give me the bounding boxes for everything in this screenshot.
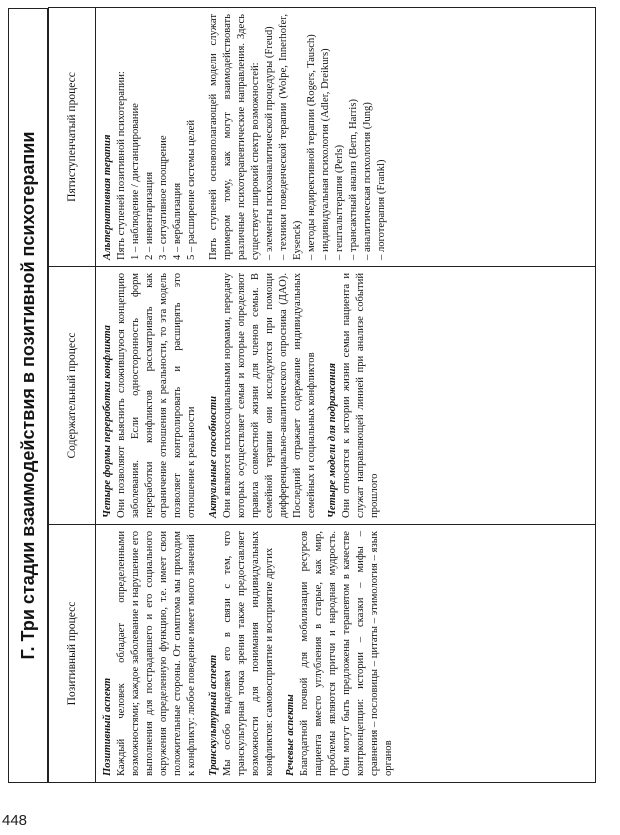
section-text: Мы особо выделяем его в связи с тем, что транскультурная точка зрения также предоставляет возможности для понимания индивидуальных конфликтов: самовосприятие и восприятие других [221, 531, 275, 776]
section-heading: Четыре формы переработки конфликта [102, 325, 113, 518]
list-item: – методы недирективной терапии (Rogers, Tausch) [306, 34, 318, 260]
section [207, 531, 277, 776]
list-item: – элементы психоаналитической процедуры (Freud) [263, 26, 275, 260]
section-heading: Речевые аспекты [284, 694, 296, 776]
section [284, 531, 397, 776]
five-stage-process-cell [96, 8, 596, 267]
page-number: 448 [2, 812, 28, 829]
section-heading: Позитивный аспект [102, 677, 113, 776]
section-text: Они относятся к истории жизни семьи пациента и служат направляющей линией при анализе событий прошлого [341, 273, 381, 518]
list-item: – логотерапия (Frankl) [376, 159, 388, 260]
list-item: 1 – наблюдение / дистанцирование [130, 103, 142, 260]
section-text: Пять ступеней позитивной психотерапии: [116, 71, 128, 260]
section-heading: Актуальные способности [207, 395, 219, 518]
column-header: Позитивный процесс [49, 525, 96, 783]
rotated-page [8, 8, 596, 783]
table-header-row [49, 8, 96, 783]
page-title: Г. Три стадии взаимодействия в позитивной психотерапии [8, 8, 48, 783]
list-item: 5 – расширение системы целей [186, 119, 198, 260]
column-header: Пятиступенчатый процесс [49, 8, 96, 267]
section-text: Каждый человек обладает определенными возможностями; каждое заболевание и нарушение его выполнения для пострадавшего и его социального окружения определенную функцию, т.е. имеет свои положительные стороны. От симптома мы приходим к конфликту: любое поведение имеет много значений [116, 531, 198, 776]
list-item: 3 – ситуативное поощрение [158, 135, 170, 260]
section-text: Они являются психосоциальными нормами, передачу которых осуществляет семья и которые определяют правила совместной жизни для членов семьи. В семейной терапии они исследуются при помощи дифференциально-аналитического опросника (ДАО). Последний отражает содержание индивидуальных семейных и социальных конфликтов [221, 273, 318, 518]
list-item: – аналитическая психология (Jung) [362, 102, 374, 260]
section [326, 273, 382, 518]
positive-process-cell [96, 525, 596, 783]
list-item: 2 – инвентаризация [144, 171, 156, 260]
section [101, 531, 200, 776]
list-item: – индивидуальная психология (Adler, Dreikurs) [320, 48, 332, 260]
list-item: – техники поведенческой терапии (Wolpe, Innerhofer, Eysenck) [277, 14, 304, 260]
column-header: Содержательный процесс [49, 267, 96, 525]
section-text: Благодатной почвой для мобилизации ресурсов пациента вместо углубления в старые, как мир, проблемы являются притчи и народная мудрость. Они могут быть предложены терапевтом в качестве контрконцепции: истории – сказки – мифы – сравнения – пословицы – цитаты – этимология – язык органов [299, 531, 395, 776]
section-heading: Альтернативная терапия [102, 134, 113, 260]
content-process-cell [96, 267, 596, 525]
interaction-stages-table [48, 7, 596, 783]
section [101, 14, 200, 260]
section [101, 273, 200, 518]
section-text: Они позволяют выяснить сложившуюся концепцию заболевания. Если односторонность форм переработки конфликтов рассматривать как ограничение отношения к реальности, то эта модель позволяет контролировать и расширять это отношение к реальности [116, 273, 198, 518]
section-heading: Транскультурный аспект [207, 654, 219, 776]
section [207, 14, 390, 260]
list-item: – гештальттерапия (Perls) [334, 144, 346, 260]
section [207, 273, 320, 518]
list-item: 4 – вербализация [172, 182, 184, 260]
section-heading: Четыре модели для подражания [327, 363, 339, 518]
table-body-row [96, 8, 596, 783]
section-text: Пять ступеней основополагающей модели служат примером тому, как могут взаимодействовать различные психотерапевтические направления. Здесь существует широкий спектр возможностей: [207, 14, 261, 260]
list-item: – трансактный анализ (Bern, Harris) [348, 98, 360, 260]
